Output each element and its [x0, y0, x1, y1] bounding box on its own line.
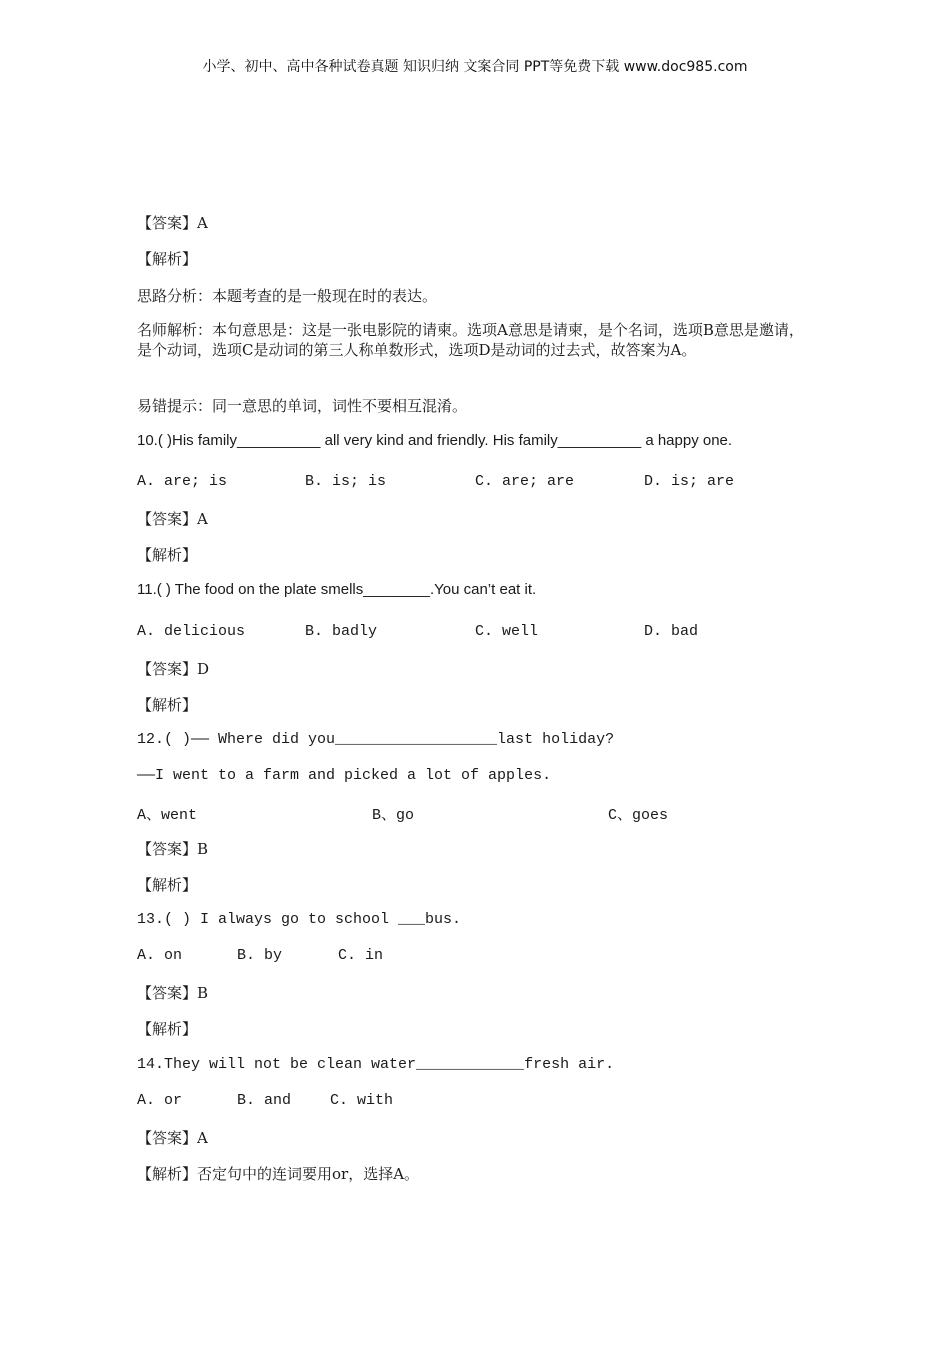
q12-analysis-label: 【解析】: [137, 876, 198, 894]
q13-question: 13.( ) I always go to school ___bus.: [137, 911, 462, 928]
q11-analysis-label: 【解析】: [137, 696, 198, 714]
q11-option-d: D. bad: [644, 623, 699, 640]
q11-question: 11.( ) The food on the plate smells________.You can’t eat it.: [137, 581, 537, 598]
page-header: 小学、初中、高中各种试卷真题 知识归纳 文案合同 PPT等免费下载 www.doc985.com: [202, 59, 748, 75]
q12-option-b: B、go: [372, 807, 415, 824]
q14-option-c: C. with: [330, 1092, 394, 1109]
q10-answer: 【答案】A: [137, 510, 208, 528]
q11-option-b: B. badly: [305, 623, 378, 640]
q10-question: 10.( )His family__________ all very kind and friendly. His family__________ a happy one.: [137, 432, 733, 449]
q11-option-c: C. well: [475, 623, 539, 640]
q12-option-c: C、goes: [608, 807, 669, 824]
q10-analysis-label: 【解析】: [137, 546, 198, 564]
q12-answer: 【答案】B: [137, 840, 209, 858]
q12-reply: ——I went to a farm and picked a lot of apples.: [137, 767, 552, 784]
q14-option-a: A. or: [137, 1092, 183, 1109]
q10-option-d: D. is; are: [644, 473, 735, 490]
q13-answer: 【答案】B: [137, 984, 209, 1002]
q12-question: 12.( )—— Where did you__________________last holiday?: [137, 731, 615, 748]
q9-idea: 思路分析：本题考查的是一般现在时的表达。: [137, 287, 438, 305]
q13-option-b: B. by: [237, 947, 283, 964]
q11-option-a: A. delicious: [137, 623, 246, 640]
q13-option-c: C. in: [338, 947, 384, 964]
q14-answer: 【答案】A: [137, 1129, 208, 1147]
q10-option-b: B. is; is: [305, 473, 387, 490]
q12-option-a: A、went: [137, 807, 198, 824]
q10-option-c: C. are; are: [475, 473, 575, 490]
q11-answer: 【答案】D: [137, 660, 210, 678]
q9-teacher-explanation: 名师解析：本句意思是：这是一张电影院的请柬。选项A意思是请柬，是个名词，选项B意思是邀请，是个动词，选项C是动词的第三人称单数形式，选项D是动词的过去式，故答案为A。: [137, 321, 804, 359]
q13-option-a: A. on: [137, 947, 183, 964]
q9-answer: 【答案】A: [137, 214, 208, 232]
q13-analysis-label: 【解析】: [137, 1020, 198, 1038]
q14-analysis: 【解析】否定句中的连词要用or，选择A。: [137, 1165, 420, 1183]
q10-option-a: A. are; is: [137, 473, 228, 490]
q14-option-b: B. and: [237, 1092, 292, 1109]
q9-analysis-label: 【解析】: [137, 250, 198, 268]
q14-question: 14.They will not be clean water____________fresh air.: [137, 1056, 615, 1073]
q9-tip: 易错提示：同一意思的单词，词性不要相互混淆。: [137, 397, 468, 415]
